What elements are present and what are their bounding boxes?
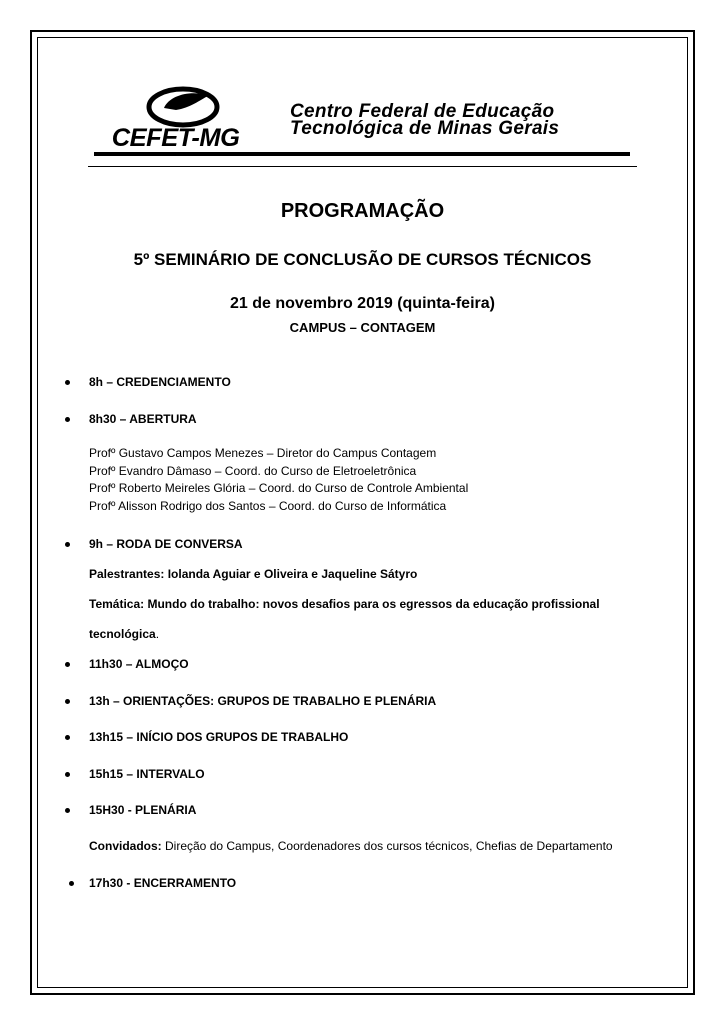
tematica-period: . — [155, 627, 160, 641]
event-subtitle: 5º SEMINÁRIO DE CONCLUSÃO DE CURSOS TÉCNICOS — [133, 250, 592, 269]
schedule-item-encerramento: 17h30 - ENCERRAMENTO — [89, 876, 237, 890]
bullet-icon — [65, 417, 70, 422]
speaker-line: Profº Alisson Rodrigo dos Santos – Coord. do Curso de Informática — [89, 498, 447, 513]
tematica-line-cont — [89, 627, 159, 641]
speaker-line: Profº Gustavo Campos Menezes – Diretor do Campus Contagem — [89, 446, 437, 460]
bullet-icon — [65, 542, 70, 547]
header-divider-thick — [94, 152, 630, 156]
bullet-icon — [65, 735, 70, 740]
schedule-item-grupos: 13h15 – INÍCIO DOS GRUPOS DE TRABALHO — [89, 730, 349, 744]
bullet-icon — [65, 662, 70, 667]
bullet-icon — [65, 699, 70, 704]
speaker-line: Profº Evandro Dâmaso – Coord. do Curso de Eletroeletrônica — [89, 463, 417, 478]
bullet-icon — [65, 772, 70, 777]
schedule-item-intervalo: 15h15 – INTERVALO — [89, 767, 205, 781]
bullet-icon — [65, 380, 70, 385]
tematica-line: Temática: Mundo do trabalho: novos desafios para os egressos da educação profissional — [89, 597, 600, 611]
cefet-logo-icon — [146, 86, 220, 128]
institution-name — [290, 103, 559, 137]
schedule-item-almoco: 11h30 – ALMOÇO — [89, 657, 189, 671]
speaker-line: Profº Roberto Meireles Glória – Coord. do Curso de Controle Ambiental — [89, 481, 469, 495]
tematica-text: tecnológica — [89, 627, 156, 641]
convidados-line — [89, 839, 613, 853]
bullet-icon — [69, 881, 74, 886]
institution-line-2: Tecnológica de Minas Gerais — [290, 118, 560, 139]
schedule-item-credenciamento: 8h – CREDENCIAMENTO — [89, 375, 231, 389]
logo-label: CEFET-MG — [111, 124, 240, 152]
schedule-item-orientacoes: 13h – ORIENTAÇÕES: GRUPOS DE TRABALHO E PLENÁRIA — [89, 694, 437, 708]
convidados-label: Convidados: — [89, 839, 162, 853]
palestrantes-line: Palestrantes: Iolanda Aguiar e Oliveira e Jaqueline Sátyro — [89, 567, 418, 581]
header-divider-thin — [88, 166, 637, 167]
schedule-item-abertura: 8h30 – ABERTURA — [89, 412, 197, 426]
schedule-item-plenaria: 15H30 - PLENÁRIA — [89, 803, 197, 817]
institution-line-1: Centro Federal de Educação — [290, 101, 555, 122]
event-campus: CAMPUS – CONTAGEM — [289, 320, 436, 335]
event-date: 21 de novembro 2019 (quinta-feira) — [230, 295, 495, 312]
convidados-text: Direção do Campus, Coordenadores dos cursos técnicos, Chefias de Departamento — [161, 839, 613, 853]
bullet-icon — [65, 808, 70, 813]
page-title: PROGRAMAÇÃO — [280, 200, 445, 222]
schedule-item-roda: 9h – RODA DE CONVERSA — [89, 537, 243, 551]
abertura-speakers — [89, 445, 468, 515]
